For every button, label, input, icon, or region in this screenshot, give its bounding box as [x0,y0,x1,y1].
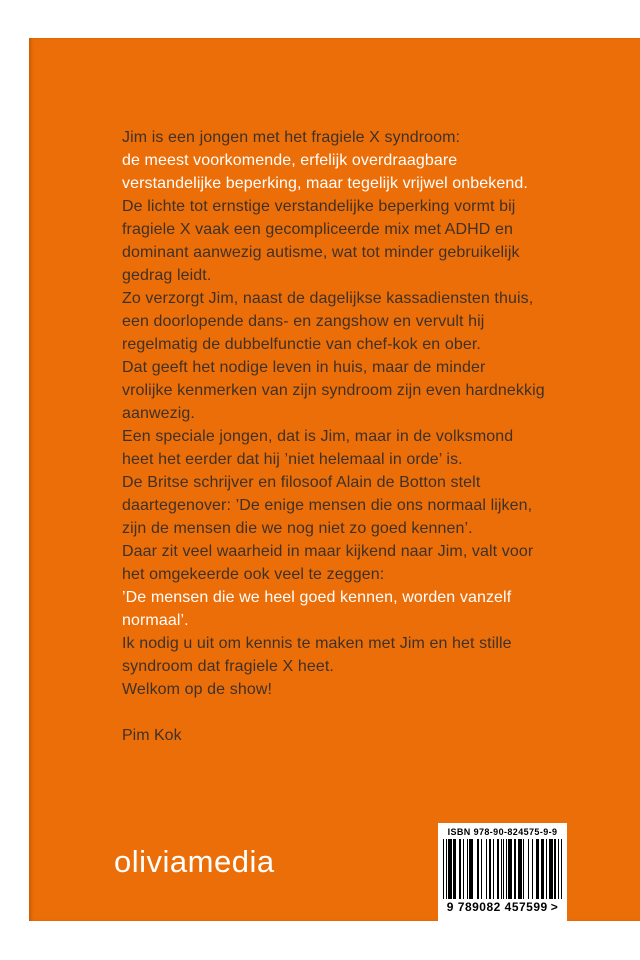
text-line: Ik nodig u uit om kennis te maken met Jim en het stille [122,635,512,652]
text-line: vrolijke kenmerken van zijn syndroom zijn even hardnekkig [122,382,545,399]
barcode-panel [438,823,567,921]
barcode-digits [447,900,558,914]
text-line: Daar zit veel waarheid in maar kijkend naar Jim, valt voor [122,543,534,560]
text-line: De lichte tot ernstige verstandelijke beperking vormt bij [122,198,516,215]
text-line: Een speciale jongen, dat is Jim, maar in de volksmond [122,428,514,445]
text-line: aanwezig. [122,405,195,422]
text-line: syndroom dat fragiele X heet. [122,658,334,675]
text-line: Dat geeft het nodige leven in huis, maar de minder [122,359,486,376]
isbn-label: ISBN 978-90-824575-9-9 [447,827,558,837]
text-line: heet het eerder dat hij ’niet helemaal in orde’ is. [122,451,463,468]
author-name: Pim Kok [122,727,182,744]
text-line: Welkom op de show! [122,681,273,698]
text-line: normaal’. [122,612,189,629]
barcode-number: 9 789082 457599 [446,900,548,914]
text-line: De Britse schrijver en filosoof Alain de Botton stelt [122,474,481,491]
barcode-bars-icon [443,839,562,899]
text-line: Zo verzorgt Jim, naast de dagelijkse kassadiensten thuis, [122,290,534,307]
text-line: fragiele X vaak een gecompliceerde mix met ADHD en [122,221,513,238]
book-back-cover [29,38,640,921]
text-line: verstandelijke beperking, maar tegelijk vrijwel onbekend. [122,175,528,192]
text-line: daartegenover: ’De enige mensen die ons normaal lijken, [122,497,533,514]
text-line: dominant aanwezig autisme, wat tot minder gebruikelijk [122,244,520,261]
text-line: ’De mensen die we heel goed kennen, worden vanzelf [122,589,512,606]
text-line: zijn de mensen die we nog niet zo goed kennen’. [122,520,473,537]
text-line: het omgekeerde ook veel te zeggen: [122,566,385,583]
publisher-logo: oliviamedia [114,844,275,879]
text-line: Jim is een jongen met het fragiele X syndroom: [122,129,461,146]
text-line: de meest voorkomende, erfelijk overdraagbare [122,152,458,169]
text-line: een doorlopende dans- en zangshow en vervult hij [122,313,485,330]
text-line: regelmatig de dubbelfunctie van chef-kok en ober. [122,336,481,353]
back-cover-text [122,126,572,747]
barcode-arrow: > [550,900,559,914]
text-line: gedrag leidt. [122,267,212,284]
